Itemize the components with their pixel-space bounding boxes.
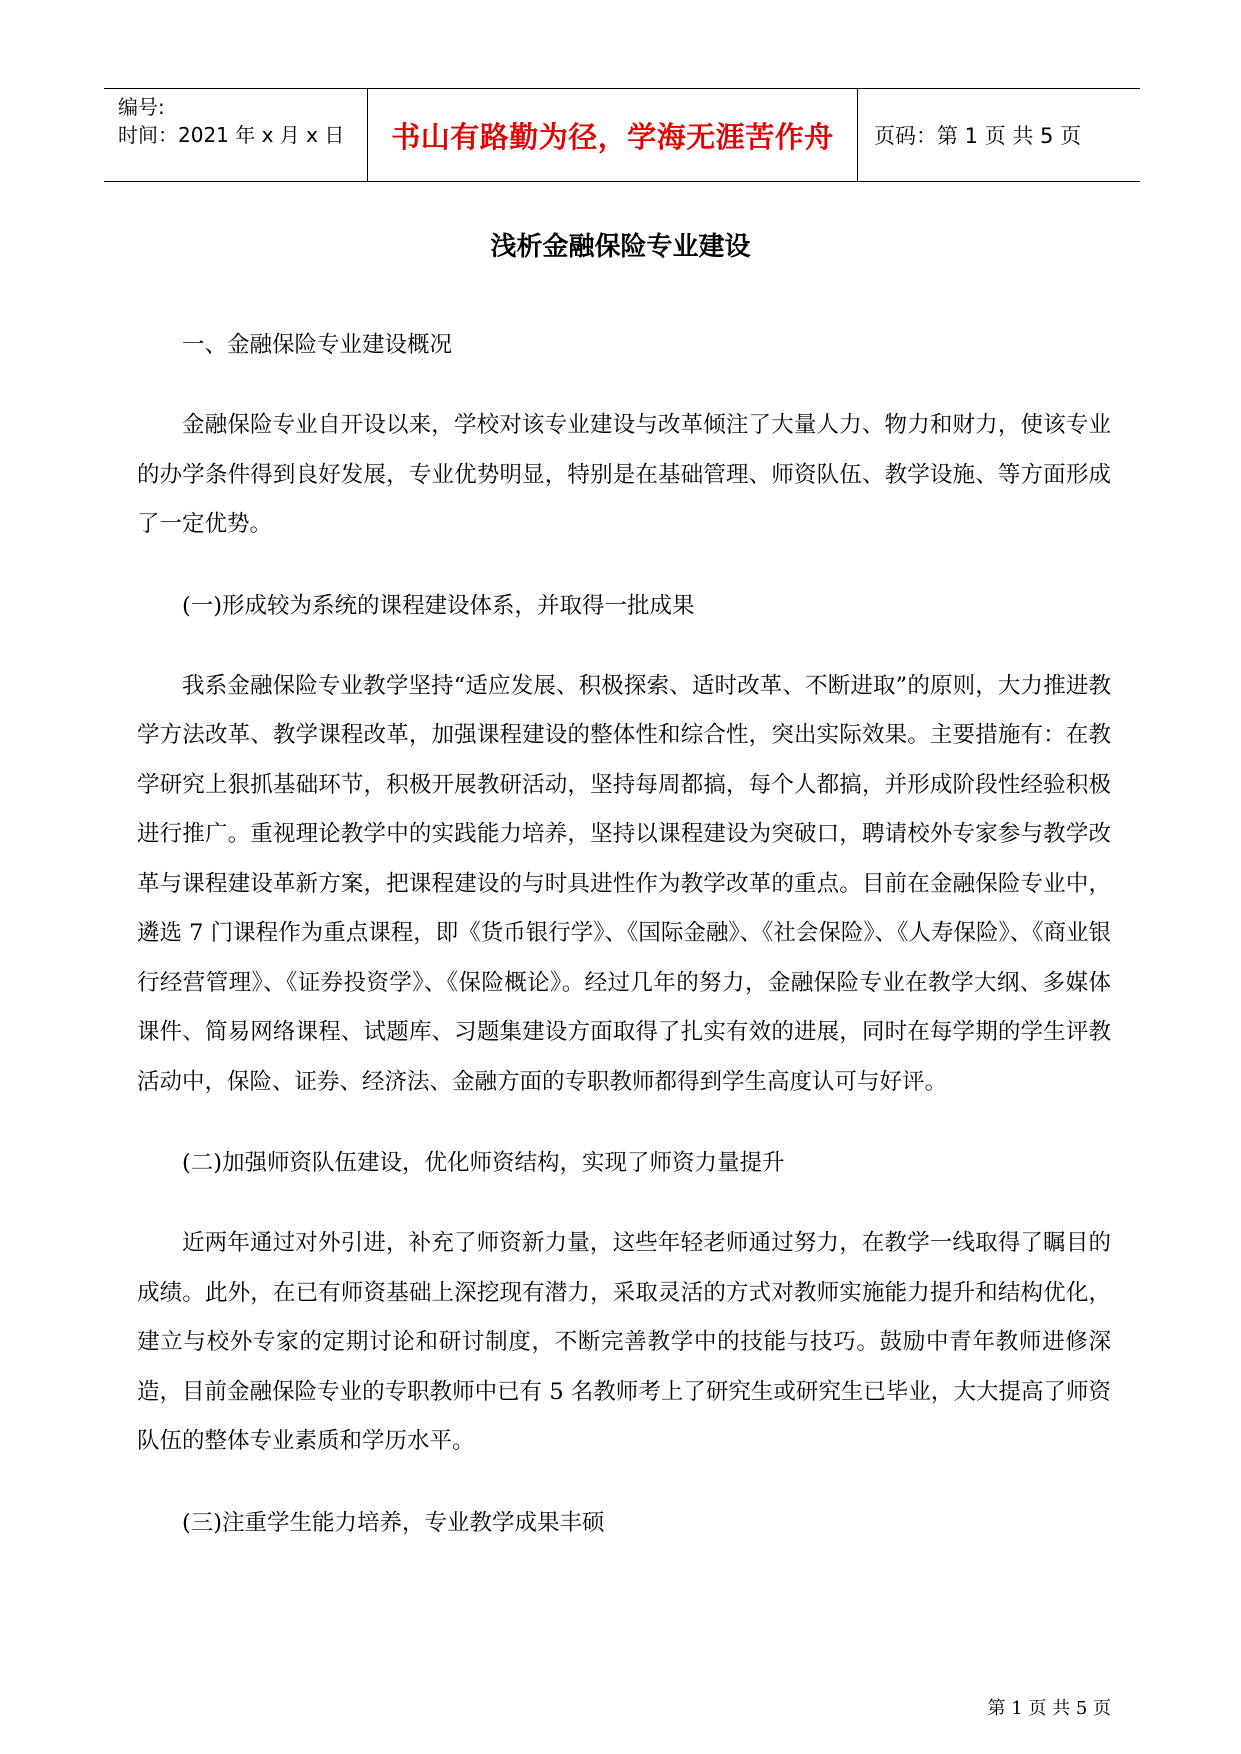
page-footer: 第 1 页 共 5 页	[987, 1698, 1111, 1719]
section-heading: (三)注重学生能力培养，专业教学成果丰硕	[182, 1509, 605, 1536]
header-motto-cell	[368, 89, 858, 181]
header-page-number: 页码：第 1 页 共 5 页	[874, 124, 1082, 148]
section-heading: (一)形成较为系统的课程建设体系，并取得一批成果	[182, 592, 695, 619]
document-title: 浅析金融保险专业建设	[490, 232, 751, 262]
paragraph: 近两年通过对外引进，补充了师资新力量，这些年轻老师通过努力，在教学一线取得了瞩目的成绩。此外，在已有师资基础上深挖现有潜力，采取灵活的方式对教师实施能力提升和结构优化，建立与校外专家的定期讨论和研讨制度，不断完善教学中的技能与技巧。鼓励中青年教师进修深造，目前金融保险专业的专职教师中已有 5 名教师考上了研究生或研究生已毕业，大大提高了师资队伍的整体专业素质和学历水平。	[137, 1230, 1111, 1454]
paragraph: 我系金融保险专业教学坚持“适应发展、积极探索、适时改革、不断进取”的原则，大力推进教学方法改革、教学课程改革，加强课程建设的整体性和综合性，突出实际效果。主要措施有：在教学研究上狠抓基础环节，积极开展教研活动，坚持每周都搞，每个人都搞，并形成阶段性经验积极进行推广。重视理论教学中的实践能力培养，坚持以课程建设为突破口，聘请校外专家参与教学改革与课程建设革新方案，把课程建设的与时具进性作为教学改革的重点。目前在金融保险专业中，遴选 7 门课程作为重点课程，即《货币银行学》、《国际金融》、《社会保险》、《人寿保险》、《商业银行经营管理》、《证券投资学》、《保险概论》。经过几年的努力，金融保险专业在教学大纲、多媒体课件、简易网络课程、试题库、习题集建设方面取得了扎实有效的进展，同时在每学期的学生评教活动中，保险、证券、经济法、金融方面的专职教师都得到学生高度认可与好评。	[137, 672, 1111, 1095]
header-page-cell	[858, 89, 1140, 181]
page-header	[104, 88, 1140, 182]
document-body	[137, 320, 1111, 1548]
motto: 书山有路勤为径，学海无涯苦作舟	[391, 119, 834, 154]
section-heading: (二)加强师资队伍建设，优化师资结构，实现了师资力量提升	[182, 1150, 785, 1176]
section-heading: 一、金融保险专业建设概况	[182, 332, 453, 358]
header-info-cell	[104, 89, 368, 181]
document-time: 时间：2021 年 x 月 x 日	[118, 123, 345, 147]
paragraph: 金融保险专业自开设以来，学校对该专业建设与改革倾注了大量人力、物力和财力，使该专业的办学条件得到良好发展，专业优势明显，特别是在基础管理、师资队伍、教学设施、等方面形成了一定优势。	[137, 412, 1111, 537]
document-number: 编号:	[118, 95, 165, 119]
